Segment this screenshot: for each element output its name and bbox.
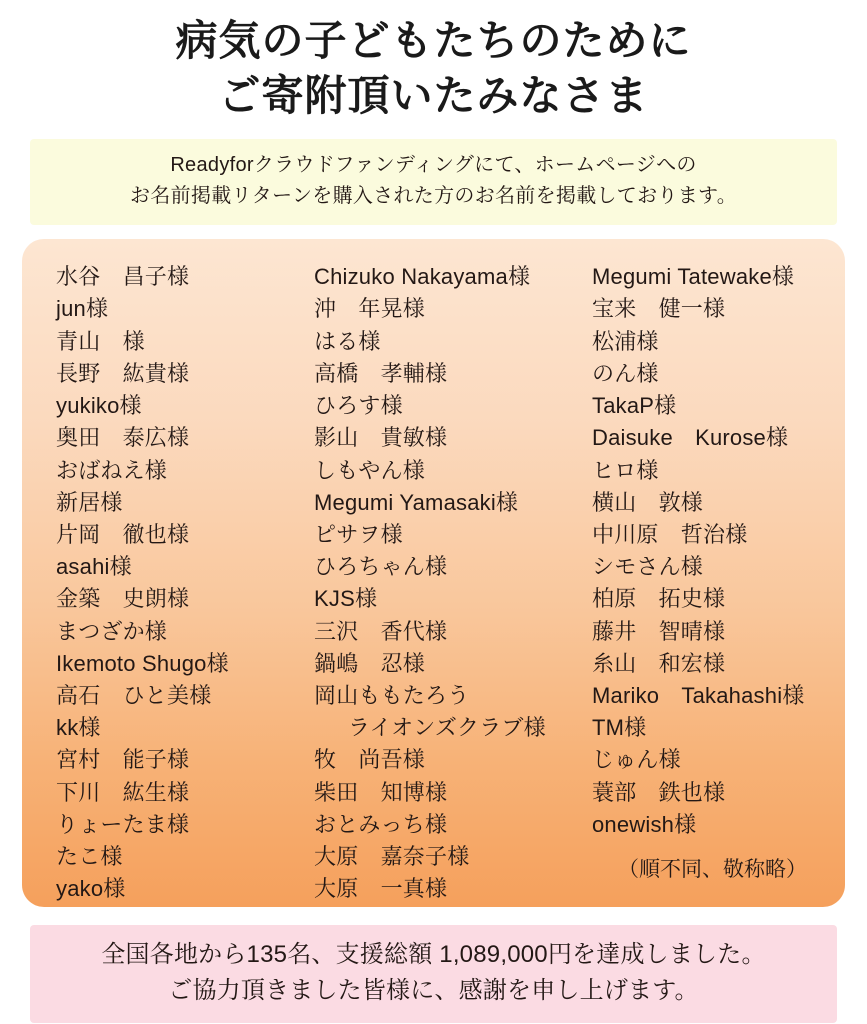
- donor-name: ヒロ様: [592, 457, 659, 483]
- donor-name: 藤井 智晴様: [592, 618, 726, 644]
- donor-name: 横山 敦様: [592, 489, 704, 515]
- donor-name: Daisuke Kurose様: [592, 425, 789, 451]
- donor-name: 柏原 拓史様: [592, 586, 726, 612]
- donor-name: ひろす様: [314, 393, 403, 419]
- donor-name: onewish様: [592, 811, 697, 837]
- donor-name: TM様: [592, 715, 647, 741]
- donor-name: Mariko Takahashi様: [592, 683, 805, 709]
- donor-name: しもやん様: [314, 457, 426, 483]
- page-title: [0, 0, 867, 123]
- title-line-1: 病気の子どもたちのために: [175, 17, 692, 64]
- donor-name: asahi様: [56, 554, 132, 580]
- donor-name: 松浦様: [592, 328, 659, 354]
- donor-name: Megumi Tatewake様: [592, 264, 795, 290]
- donor-name: 下川 紘生様: [56, 779, 190, 805]
- donor-name: のん様: [592, 360, 659, 386]
- donor-name: 青山 様: [56, 328, 145, 354]
- donor-name: たこ様: [56, 844, 123, 870]
- donor-name: 岡山ももたろう: [314, 683, 470, 709]
- donor-name: Megumi Yamasaki様: [314, 489, 519, 515]
- donor-name: 大原 嘉奈子様: [314, 844, 470, 870]
- donor-name: 高石 ひと美様: [56, 683, 212, 709]
- donor-name: yako様: [56, 876, 126, 902]
- donor-name: Chizuko Nakayama様: [314, 264, 531, 290]
- donor-name: KJS様: [314, 586, 378, 612]
- footer-line-1: 全国各地から135名、支援総額 1,089,000円を達成しました。: [101, 941, 766, 969]
- donor-names-panel: [22, 239, 845, 907]
- donor-name: ピサヲ様: [314, 521, 403, 547]
- donor-name: 大原 一真様: [314, 876, 448, 902]
- donor-name: 高橋 孝輔様: [314, 360, 448, 386]
- donor-name: シモさん様: [592, 554, 704, 580]
- notice-box: [30, 139, 837, 225]
- donor-name: ライオンズクラブ様: [348, 715, 546, 741]
- donor-name: 柴田 知博様: [314, 779, 448, 805]
- donor-column-3: [592, 261, 811, 881]
- donor-name: jun様: [56, 296, 109, 322]
- donor-name: 宝来 健一様: [592, 296, 726, 322]
- donor-name: 糸山 和宏様: [592, 650, 726, 676]
- donor-name: まつざか様: [56, 618, 168, 644]
- donor-name: おばねえ様: [56, 457, 168, 483]
- donor-name: 中川原 哲治様: [592, 521, 748, 547]
- donor-name: はる様: [314, 328, 381, 354]
- donor-name: kk様: [56, 715, 101, 741]
- donor-columns: [56, 261, 811, 902]
- donor-name: 水谷 昌子様: [56, 264, 190, 290]
- donor-name: 長野 紘貴様: [56, 360, 190, 386]
- donor-name: 金築 史朗様: [56, 586, 190, 612]
- footer-box: [30, 925, 837, 1023]
- notice-line-2: お名前掲載リターンを購入された方のお名前を掲載しております。: [130, 185, 737, 208]
- donor-name: じゅん様: [592, 747, 681, 773]
- donor-name: yukiko様: [56, 393, 142, 419]
- donor-name: 奥田 泰広様: [56, 425, 190, 451]
- donor-column-2: [314, 261, 592, 902]
- title-line-2: ご寄附頂いたみなさま: [218, 71, 649, 119]
- footer-line-2: ご協力頂きました皆様に、感謝を申し上げます。: [168, 977, 699, 1005]
- donor-name: 鍋嶋 忍様: [314, 650, 426, 676]
- donor-name: TakaP様: [592, 393, 677, 419]
- donor-name: 三沢 香代様: [314, 618, 448, 644]
- donor-name: 片岡 徹也様: [56, 521, 190, 547]
- donor-name: りょーたま様: [56, 811, 190, 837]
- donor-name: 蓑部 鉄也様: [592, 779, 726, 805]
- donor-name: 牧 尚吾様: [314, 747, 426, 773]
- donor-name: 沖 年晃様: [314, 296, 426, 322]
- donor-column-1: [56, 261, 314, 902]
- donor-name: おとみっち様: [314, 811, 448, 837]
- donor-name: 影山 貴敏様: [314, 425, 448, 451]
- donor-list-note: （順不同、敬称略）: [618, 858, 807, 882]
- donor-name: Ikemoto Shugo様: [56, 650, 229, 676]
- notice-line-1: Readyforクラウドファンディングにて、ホームページへの: [170, 154, 697, 177]
- donor-name: 新居様: [56, 489, 123, 515]
- donor-name: ひろちゃん様: [314, 554, 448, 580]
- donor-name: 宮村 能子様: [56, 747, 190, 773]
